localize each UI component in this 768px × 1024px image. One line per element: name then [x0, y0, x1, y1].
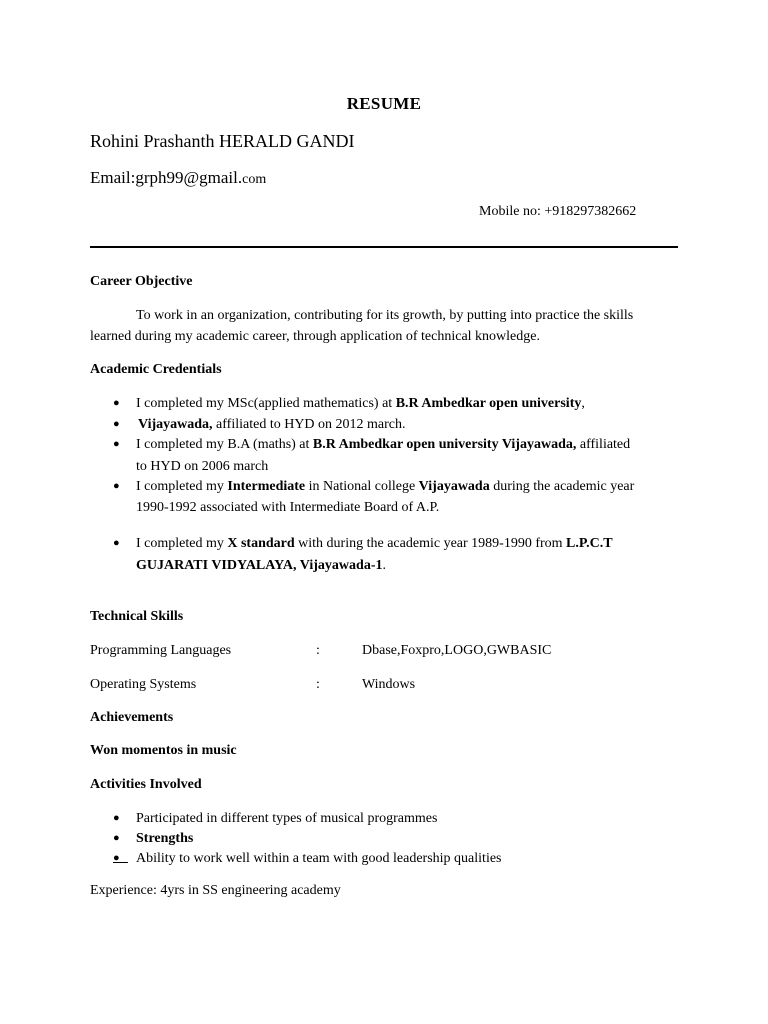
career-objective-line1: To work in an organization, contributing for its growth, by putting into practice the skills [136, 308, 634, 323]
bullet-icon: ● [113, 480, 120, 492]
academic-item-4-cont: 1990-1992 associated with Intermediate Board of A.P. [136, 500, 440, 515]
career-objective-line2: learned during my academic career, through application of technical knowledge. [90, 329, 540, 344]
skill-colon: : [316, 643, 320, 658]
academic-item-5-cont: GUJARATI VIDYALAYA, Vijayawada-1. [136, 558, 386, 573]
email-text: Email:grph99@gmail. [90, 168, 243, 187]
activity-item: Ability to work well within a team with good leadership qualities [136, 851, 502, 866]
academic-item-3: I completed my B.A (maths) at B.R Ambedkar open university Vijayawada, affiliated [136, 437, 631, 452]
achievements-text: Won momentos in music [90, 743, 237, 758]
bullet-icon: ● [113, 397, 120, 409]
activity-item: Strengths [136, 831, 194, 846]
header-divider [90, 246, 678, 248]
bullet-icon: ● [113, 418, 120, 430]
bullet-icon: ● [113, 852, 128, 864]
career-objective-heading: Career Objective [90, 274, 193, 289]
skill-colon: : [316, 677, 320, 692]
email-line [90, 168, 266, 188]
candidate-name: Rohini Prashanth HERALD GANDI [90, 131, 355, 151]
skill-label: Programming Languages [90, 643, 232, 658]
email-suffix: com [242, 172, 267, 187]
academic-item-3-cont: to HYD on 2006 march [136, 459, 269, 474]
experience-line: Experience: 4yrs in SS engineering academy [90, 883, 341, 898]
skill-label: Operating Systems [90, 677, 197, 692]
academic-item-5: I completed my X standard with during the academic year 1989-1990 from L.P.C.T [136, 536, 613, 551]
activity-item: Participated in different types of musical programmes [136, 811, 438, 826]
academic-credentials-heading: Academic Credentials [90, 362, 222, 377]
mobile-number: Mobile no: +918297382662 [479, 204, 637, 219]
academic-item-1: I completed my MSc(applied mathematics) at B.R Ambedkar open university, [136, 396, 585, 411]
bullet-icon: ● [113, 537, 120, 549]
skill-value: Dbase,Foxpro,LOGO,GWBASIC [362, 643, 552, 658]
academic-item-2: Vijayawada, affiliated to HYD on 2012 march. [138, 417, 406, 432]
bullet-icon: ● [113, 438, 120, 450]
skill-value: Windows [362, 677, 416, 692]
academic-item-4: I completed my Intermediate in National college Vijayawada during the academic year [136, 479, 635, 494]
bullet-icon: ● [113, 812, 120, 824]
page-title: RESUME [346, 94, 422, 113]
activities-heading: Activities Involved [90, 777, 202, 792]
bullet-icon: ● [113, 832, 120, 844]
technical-skills-heading: Technical Skills [90, 609, 184, 624]
achievements-heading: Achievements [90, 710, 174, 725]
